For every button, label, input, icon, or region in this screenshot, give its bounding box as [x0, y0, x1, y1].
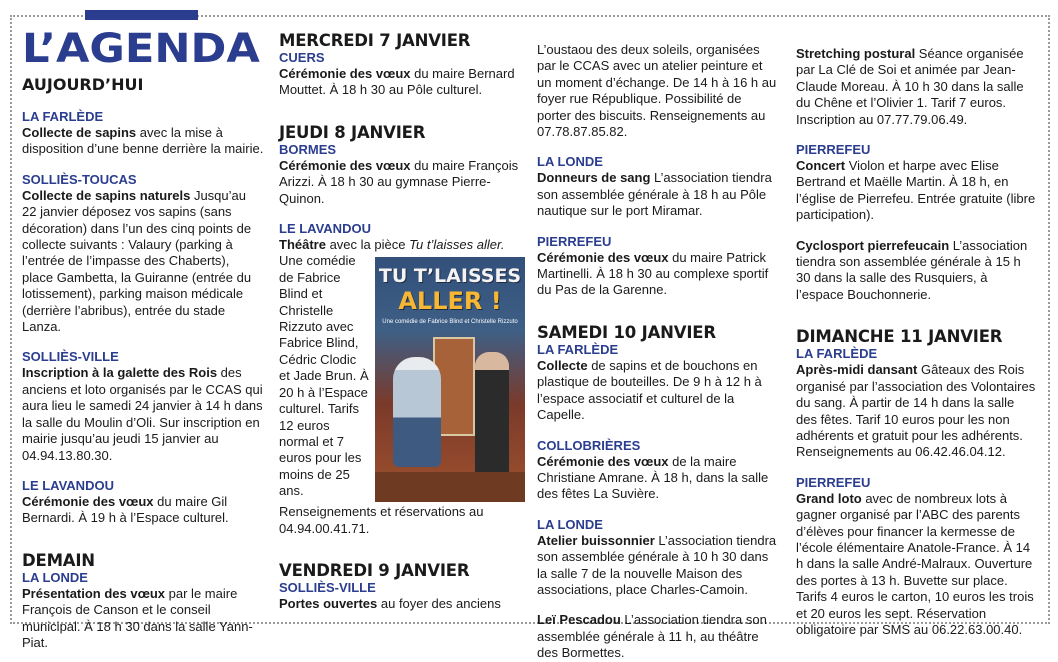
- event-entry: [796, 362, 1038, 460]
- event-entry: [279, 596, 525, 612]
- event-text: L’oustaou des deux soleils, organisées par le CCAS avec un atelier peinture et un moment d’échange. De 14 h à 16 h au foyer rue République. Possibilité de porter des biscuits. Renseignements au 07.78.87.85.82.: [537, 42, 777, 140]
- event-entry: [796, 491, 1038, 639]
- event-title: Cérémonie des vœux: [537, 249, 669, 265]
- event-text: Jusqu’au 22 janvier déposez vos sapins (sans décoration) dans l’un des cinq points de collecte suivants : Valaury (parking à l’entrée de l’impasse des Chaberts), place Gambetta, la Guiranne (entrée du lotissement), parking maison médicale (derrière l’abribus), entrée du stade Lanza.: [22, 187, 252, 335]
- city-heading: PIERREFEU: [796, 142, 871, 158]
- event-entry: [22, 494, 264, 527]
- event-title: Cyclosport pierrefeucain: [796, 237, 950, 253]
- header-accent-bar: [85, 10, 198, 20]
- event-text: de la maire Christiane Amrane. À 18 h, dans la salle des fêtes La Suvière.: [537, 453, 769, 502]
- city-heading: LA LONDE: [537, 516, 603, 532]
- event-entry: [537, 358, 779, 424]
- city-heading: SOLLIÈS-TOUCAS: [22, 171, 137, 187]
- poster-character-man: [475, 352, 509, 482]
- event-text-continued: Une comédie de Fabrice Blind et Christelle Rizzuto avec Fabrice Blind, Cédric Clodic et Jade Brun. À 20 h à l’Espace culturel. Tarifs 12 euros normal et 7 euros pour les moins de 25 ans. Renseignements et réservations au 04.94.00.41.71.: [279, 253, 484, 536]
- city-heading: PIERREFEU: [796, 474, 871, 490]
- city-heading: LA LONDE: [22, 569, 88, 585]
- event-entry: [537, 42, 779, 140]
- event-text: L’association tiendra son assemblée générale à 18 h au Pôle nautique sur le port Miramar.: [537, 170, 772, 219]
- agenda-title: L’AGENDA: [22, 26, 260, 72]
- event-entry: [22, 188, 264, 336]
- city-heading: LA LONDE: [537, 154, 603, 170]
- day-heading: DIMANCHE 11 JANVIER: [796, 327, 1003, 347]
- day-heading: MERCREDI 7 JANVIER: [279, 31, 471, 50]
- event-text: Violon et harpe avec Elise Bertrand et Maëlle Martin. À 18 h, en l’église de Pierrefeu. Entrée gratuite (libre participation).: [796, 158, 1036, 223]
- poster-subtitle: Une comédie de Fabrice Blind et Christelle Rizzuto: [382, 319, 518, 326]
- event-title: Collecte de sapins naturels: [22, 187, 191, 203]
- poster-floor: [375, 472, 525, 502]
- event-title: Collecte de sapins: [22, 125, 137, 140]
- event-text: L’association tiendra son assemblée générale à 11 h, au théâtre des Bormettes.: [537, 612, 767, 661]
- event-text: par le maire François de Canson et le conseil municipal. À 18 h 30 dans la salle Yann-Piat.: [22, 585, 253, 650]
- event-entry: [796, 46, 1038, 128]
- city-heading: LE LAVANDOU: [22, 477, 114, 493]
- column-2: [279, 31, 525, 613]
- event-title: Stretching postural: [796, 46, 916, 61]
- event-entry: [537, 454, 779, 503]
- event-text: du maire Patrick Martinelli. À 18 h 30 au complexe sportif du Pas de la Garenne.: [537, 249, 769, 298]
- event-text: du maire Bernard Mouttet. À 18 h 30 au Pôle culturel.: [279, 66, 515, 98]
- section-today: AUJOURD’HUI: [22, 75, 144, 94]
- event-title: Présentation des vœux: [22, 585, 166, 601]
- day-heading: VENDREDI 9 JANVIER: [279, 561, 470, 581]
- event-title: Grand loto: [796, 490, 862, 506]
- event-entry: [537, 533, 779, 599]
- theatre-poster-image: [375, 257, 525, 502]
- event-entry: [279, 158, 525, 207]
- event-entry: [279, 66, 525, 99]
- event-text: L’association tiendra son assemblée générale à 10 h 30 dans la salle 7 de la nouvelle Maison des associations, place Charles-Camoin.: [537, 532, 777, 597]
- event-text: du maire François Arizzi. À 18 h 30 au gymnase Pierre-Quinon.: [279, 157, 519, 206]
- event-title: Collecte: [537, 357, 588, 373]
- poster-character-woman: [393, 357, 441, 467]
- event-title: Théâtre: [279, 237, 326, 253]
- day-heading: JEUDI 8 JANVIER: [279, 122, 426, 142]
- city-heading: SOLLIÈS-VILLE: [22, 349, 119, 365]
- city-heading: CUERS: [279, 50, 325, 65]
- city-heading: LA FARLÈDE: [22, 109, 104, 124]
- event-title: Cérémonie des vœux: [279, 66, 411, 81]
- city-heading: COLLOBRIÈRES: [537, 437, 641, 453]
- column-3: [537, 42, 779, 662]
- event-title: Portes ouvertes: [279, 596, 378, 612]
- column-4: [796, 46, 1038, 638]
- event-text: L’association tiendra son assemblée générale à 15 h 30 dans la salle des Rusquiers, à l’espace Bouchonnerie.: [796, 237, 1028, 302]
- event-entry: [796, 158, 1038, 224]
- event-entry: [22, 586, 264, 652]
- city-heading: PIERREFEU: [537, 233, 612, 249]
- event-title: Inscription à la galette des Rois: [22, 365, 218, 381]
- event-title: Leï Pescadou: [537, 612, 621, 628]
- event-title: Cérémonie des vœux: [537, 453, 669, 469]
- event-entry: [22, 125, 264, 158]
- event-entry: [22, 365, 264, 463]
- poster-title-line2: ALLER !: [398, 287, 502, 316]
- event-entry: [279, 237, 525, 537]
- city-heading: LA FARLÈDE: [796, 346, 878, 362]
- event-text: avec la pièce: [325, 237, 410, 253]
- event-title: Donneurs de sang: [537, 170, 651, 186]
- play-title: Tu t’laisses aller.: [409, 237, 505, 253]
- city-heading: BORMES: [279, 141, 337, 157]
- day-heading: DEMAIN: [22, 550, 95, 570]
- city-heading: SOLLIÈS-VILLE: [279, 580, 376, 596]
- event-title: Concert: [796, 158, 846, 174]
- event-title: Atelier buissonnier: [537, 532, 655, 548]
- city-heading: LA FARLÈDE: [537, 341, 619, 357]
- event-text: du maire Gil Bernardi. À 19 h à l’Espace culturel.: [22, 493, 229, 526]
- event-text: avec la mise à disposition d’une benne derrière la mairie.: [22, 125, 264, 157]
- event-text: des anciens et loto organisés par le CCAS qui aura lieu le samedi 24 janvier à 14 h dans la salle du Moulin d’Oli. Sur inscription en mairie jusqu’au jeudi 15 janvier au 04.94.13.80.30.: [22, 365, 263, 463]
- event-entry: [796, 238, 1038, 304]
- event-text: avec de nombreux lots à gagner organisé par l’ABC des parents d’élèves pour financer la kermesse de l’école élémentaire Anatole-France. À 14 h dans la salle André-Malraux. Ouverture des portes à 13 h. Buvette sur place. Tarifs 4 euros le carton, 10 euros les trois et 20 euros les sept. Réservation obligatoire par SMS au 06.22.63.00.40.: [796, 490, 1034, 637]
- event-title: Cérémonie des vœux: [279, 157, 411, 173]
- column-1: [22, 27, 264, 651]
- event-entry: [537, 170, 779, 219]
- event-text: Gâteaux des Rois organisé par l’association des Volontaires du sang. À partir de 14 h dans la salle des fêtes. Tarif 10 euros pour les non adhérents et gratuit pour les adhérents. Renseignements au 06.42.46.04.12.: [796, 362, 1036, 460]
- event-text: de sapins et de bouchons en plastique de bouteilles. De 9 h à 12 h à l’espace associatif et culturel de la Capelle.: [537, 357, 762, 423]
- event-entry: [537, 250, 779, 299]
- event-text: au foyer des anciens: [377, 596, 501, 612]
- event-title: Cérémonie des vœux: [22, 493, 154, 509]
- city-heading: LE LAVANDOU: [279, 221, 371, 237]
- event-entry: [537, 612, 779, 661]
- event-text: Séance organisée par La Clé de Soi et animée par Jean-Claude Moreau. À 10 h 30 dans la salle du Chêne et l’Olivier 1. Tarif 7 euros. Inscription au 07.77.79.06.49.: [796, 46, 1024, 127]
- poster-title: TU T’LAISSES: [378, 265, 522, 288]
- event-title: Après-midi dansant: [796, 362, 918, 378]
- day-heading: SAMEDI 10 JANVIER: [537, 322, 716, 342]
